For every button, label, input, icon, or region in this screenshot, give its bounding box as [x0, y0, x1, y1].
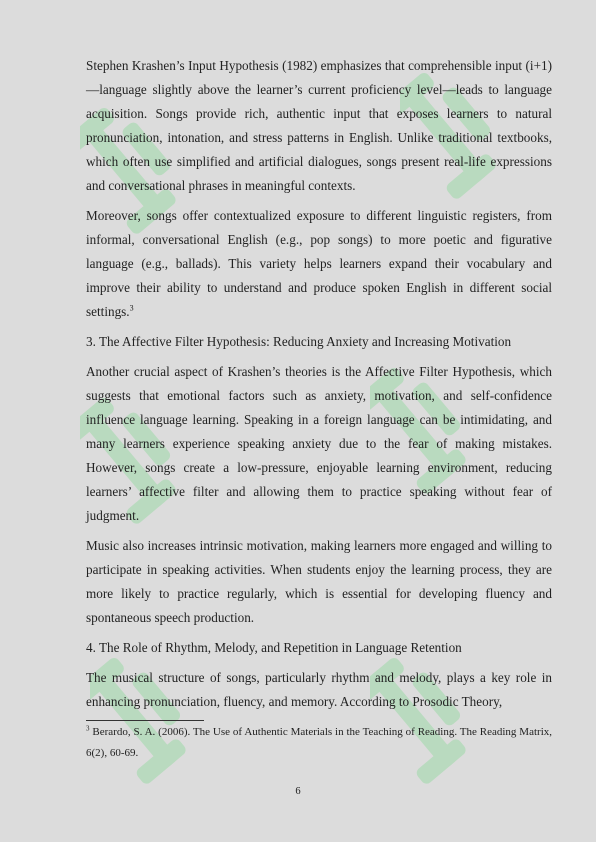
page-number: 6 [295, 786, 301, 797]
footnote [86, 722, 552, 764]
body-text [86, 54, 552, 720]
paragraph-input-hypothesis: Stephen Krashen’s Input Hypothesis (1982) emphasizes that comprehensible input (i+1)—language slightly above the learner’s current proficiency level—leads to language acquisition. Songs provide rich, authentic input that exposes learners to natural pronunciation, intonation, and stress patterns in English. Unlike traditional textbooks, which often use simplified and artificial dialogues, songs present real-life expressions and conversational phrases in meaningful contexts. [86, 58, 552, 193]
section-heading-3: 3. The Affective Filter Hypothesis: Reducing Anxiety and Increasing Motivation [86, 334, 512, 349]
paragraph-rhythm: The musical structure of songs, particularly rhythm and melody, plays a key role in enhancing pronunciation, fluency, and memory. According to Prosodic Theory, [86, 670, 552, 709]
footnote-divider [86, 720, 204, 721]
footnote-reference[interactable]: 3 [129, 303, 134, 313]
paragraph-registers-text: Moreover, songs offer contextualized exposure to different linguistic registers, from informal, conversational English (e.g., pop songs) to more poetic and figurative language (e.g., ballads). This variety helps learners expand their vocabulary and improve their ability to understand and produce spoken English in different social settings. [86, 208, 552, 319]
paragraph-registers [86, 204, 552, 324]
footnote-marker: 3 [86, 724, 90, 733]
paragraph-affective-filter: Another crucial aspect of Krashen’s theories is the Affective Filter Hypothesis, which suggests that emotional factors such as anxiety, motivation, and self-confidence influence language learning. Speaking in a foreign language can be intimidating, and many learners experience speaking anxiety due to the fear of making mistakes. However, songs create a low-pressure, enjoyable learning environment, reducing learners’ affective filter and allowing them to practice speaking without fear of judgment. [86, 364, 552, 523]
paragraph-motivation: Music also increases intrinsic motivation, making learners more engaged and willing to participate in speaking activities. When students enjoy the learning process, they are more likely to practice regularly, which is essential for developing fluency and spontaneous speech production. [86, 538, 552, 625]
section-heading-4: 4. The Role of Rhythm, Melody, and Repetition in Language Retention [86, 640, 462, 655]
footnote-text: Berardo, S. A. (2006). The Use of Authentic Materials in the Teaching of Reading. The Reading Matrix, 6(2), 60-69. [86, 726, 552, 759]
